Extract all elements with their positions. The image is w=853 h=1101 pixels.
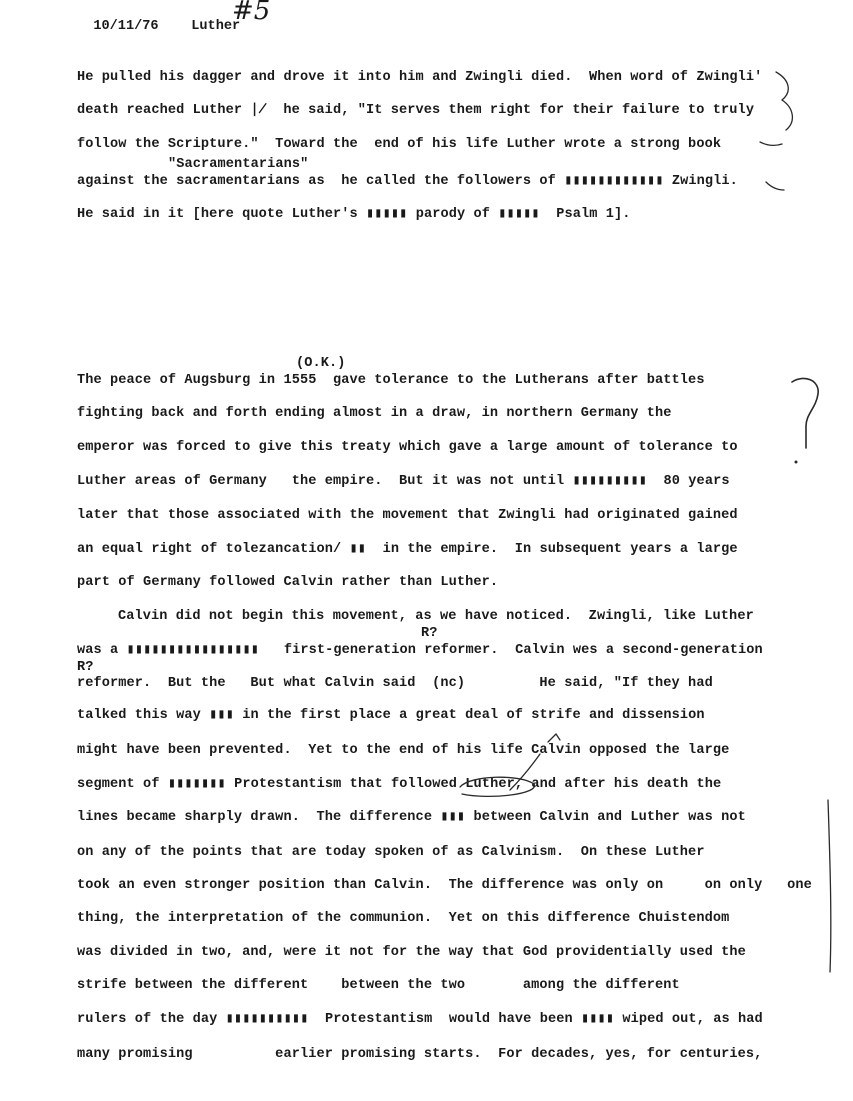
text-line: took an even stronger position than Calvin. The difference was only on on only one [77, 878, 812, 893]
r-query-note: R? [421, 626, 438, 641]
ink-dot [795, 461, 798, 464]
text-line: thing, the interpretation of the communion. Yet on this difference Chuistendom [77, 911, 730, 926]
insert-caret-mark [548, 734, 560, 742]
header-name: Luther [191, 19, 241, 34]
text-line: part of Germany followed Calvin rather than Luther. [77, 575, 499, 590]
margin-vertical-line [828, 800, 831, 972]
text-line: fighting back and forth ending almost in a draw, in northern Germany the [77, 406, 672, 421]
text-line: reformer. But the But what Calvin said (nc) He said, "If they had [77, 676, 713, 691]
page-header [77, 4, 240, 34]
text-line: follow the Scripture." Toward the end of his life Luther wrote a strong book [77, 137, 722, 152]
text-line: emperor was forced to give this treaty which gave a large amount of tolerance to [77, 440, 738, 455]
text-line: rulers of the day ▮▮▮▮▮▮▮▮▮▮ Protestantism would have been ▮▮▮▮ wiped out, as had [77, 1012, 763, 1027]
margin-squiggle-mark [776, 72, 792, 130]
text-line: death reached Luther ∤ he said, "It serves them right for their failure to truly [77, 103, 755, 118]
text-line: Calvin did not begin this movement, as we have noticed. Zwingli, like Luther [118, 609, 754, 624]
text-line: an equal right of tolezancation/ ▮▮ in the empire. In subsequent years a large [77, 542, 738, 557]
r-query-note: R? [77, 660, 94, 675]
text-line: talked this way ▮▮▮ in the first place a great deal of strife and dissension [77, 708, 705, 723]
text-line: many promising earlier promising starts. For decades, yes, for centuries, [77, 1047, 763, 1062]
text-line: was divided in two, and, were it not for the way that God providentially used the [77, 945, 746, 960]
question-mark [792, 378, 818, 448]
handwritten-page-number: #5 [232, 0, 271, 26]
text-line: He said in it [here quote Luther's ▮▮▮▮▮ parody of ▮▮▮▮▮ Psalm 1]. [77, 207, 631, 222]
text-line: might have been prevented. Yet to the end of his life Calvin opposed the large [77, 743, 730, 758]
text-line: Luther areas of Germany the empire. But it was not until ▮▮▮▮▮▮▮▮▮ 80 years [77, 474, 730, 489]
text-line: lines became sharply drawn. The difference ▮▮▮ between Calvin and Luther was not [77, 810, 746, 825]
margin-dash-mark [760, 142, 782, 145]
ok-note: (O.K.) [296, 356, 346, 371]
text-line: The peace of Augsburg in 1555 gave tolerance to the Lutherans after battles [77, 373, 705, 388]
margin-dash-mark [766, 182, 784, 190]
interlinear-insert: "Sacramentarians" [168, 157, 309, 172]
text-line: on any of the points that are today spoken of as Calvinism. On these Luther [77, 845, 705, 860]
text-line: segment of ▮▮▮▮▮▮▮ Protestantism that followed Luther, and after his death the [77, 777, 722, 792]
header-date: 10/11/76 [93, 19, 159, 34]
text-line: strife between the different between the two among the different [77, 978, 680, 993]
text-line: was a ▮▮▮▮▮▮▮▮▮▮▮▮▮▮▮▮ first-generation reformer. Calvin wes a second-generation [77, 643, 763, 658]
text-line: He pulled his dagger and drove it into him and Zwingli died. When word of Zwingli' [77, 70, 763, 85]
text-line: later that those associated with the movement that Zwingli had originated gained [77, 508, 738, 523]
text-line: against the sacramentarians as he called the followers of ▮▮▮▮▮▮▮▮▮▮▮▮ Zwingli. [77, 174, 738, 189]
